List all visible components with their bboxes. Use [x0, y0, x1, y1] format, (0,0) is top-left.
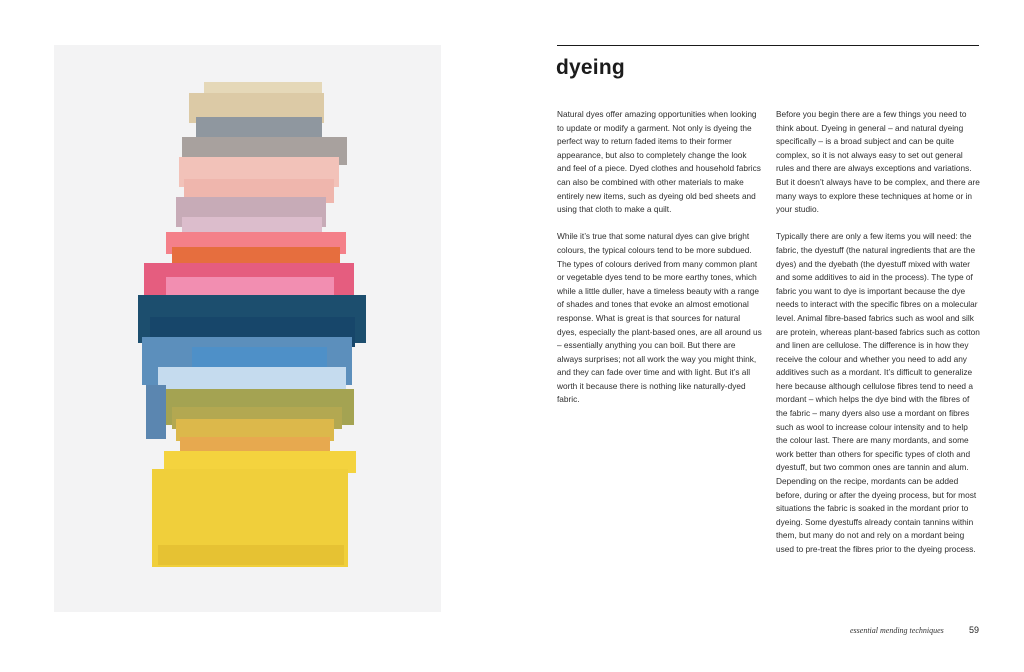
page-title: dyeing	[556, 56, 625, 79]
paragraph: Typically there are only a few items you will need: the fabric, the dyestuff (the natural ingredients that are the dyes) and the dyebath (the dyestuff mixed with water and some additives to aid in the process). The type of fabric you want to dye is important because the dye needs to interact with the specific fibres on a molecular level. Animal fibre-based fabrics such as wool and silk are protein, whereas plant-based fabrics such as cotton and linen are cellulose. The difference is in how they receive the colour and whether you need to add any additives such as a mordant. It’s difficult to generalize here because although cellulose fibres tend to need a mordant – which helps the dye bind with the fibres of the fabric – many dyers also use a mordant on fibres such as wool to increase colour intensity and to help the colour last. There are many mordants, and some work better than others for specific types of cloth and dyestuff, but two common ones are tannin and alum. Depending on the recipe, mordants can be added before, during or after the dyeing process, but for most situations the fabric is soaked in the mordant prior to dyeing. Some dyestuffs already contain tannins within them, but many do not and rely on a mordant being used to pre-treat the fibres prior to the dyeing process.	[776, 231, 980, 554]
swatch-pink	[166, 277, 334, 295]
swatch-orange	[172, 247, 340, 265]
left-text-column	[557, 108, 762, 421]
page-number: 59	[969, 625, 980, 635]
fabric-stack-illustration	[54, 45, 441, 612]
paragraph: While it’s true that some natural dyes can give bright colours, the typical colours tend to be more subdued. The types of colours derived from many common plant or vegetable dyes tend to be more earthy tones, which while a little duller, have a timeless beauty with a range of shades and tones that evoke an almost emotional response. What is great is that sources for natural dyes, especially the plant-based ones, are all around us – essentially anything you can boil. But there are always surprises; not all work the way you might think, and they can fade over time and with light. But it’s all worth it because there is nothing like naturally-dyed fabric.	[557, 231, 762, 405]
swatch-yellow-edge	[158, 545, 344, 565]
title-rule	[557, 45, 979, 46]
paragraph: Before you begin there are a few things you need to think about. Dyeing in general – and natural dyeing specifically – is a broad subject and can be quite complex, so it is not always easy to set out general rules and there are always exceptions and variations. But it doesn’t always have to be complex, and there are many ways to explore these techniques at home or in your studio.	[776, 109, 980, 215]
running-footer-title: essential mending techniques	[850, 626, 944, 635]
swatch-bright-blue	[192, 347, 327, 369]
fabric-stack-photo	[54, 45, 441, 612]
paragraph: Natural dyes offer amazing opportunities when looking to update or modify a garment. Not only is dyeing the perfect way to return faded items to their former appearance, but also to completely change the look and feel of a piece. Dyed clothes and household fabrics can also be combined with other materials to make entirely new items, such as dyeing old bed sheets and using that cloth to make a quilt.	[557, 109, 761, 215]
swatch-blue-bottom	[146, 385, 166, 439]
right-text-column	[776, 108, 981, 570]
